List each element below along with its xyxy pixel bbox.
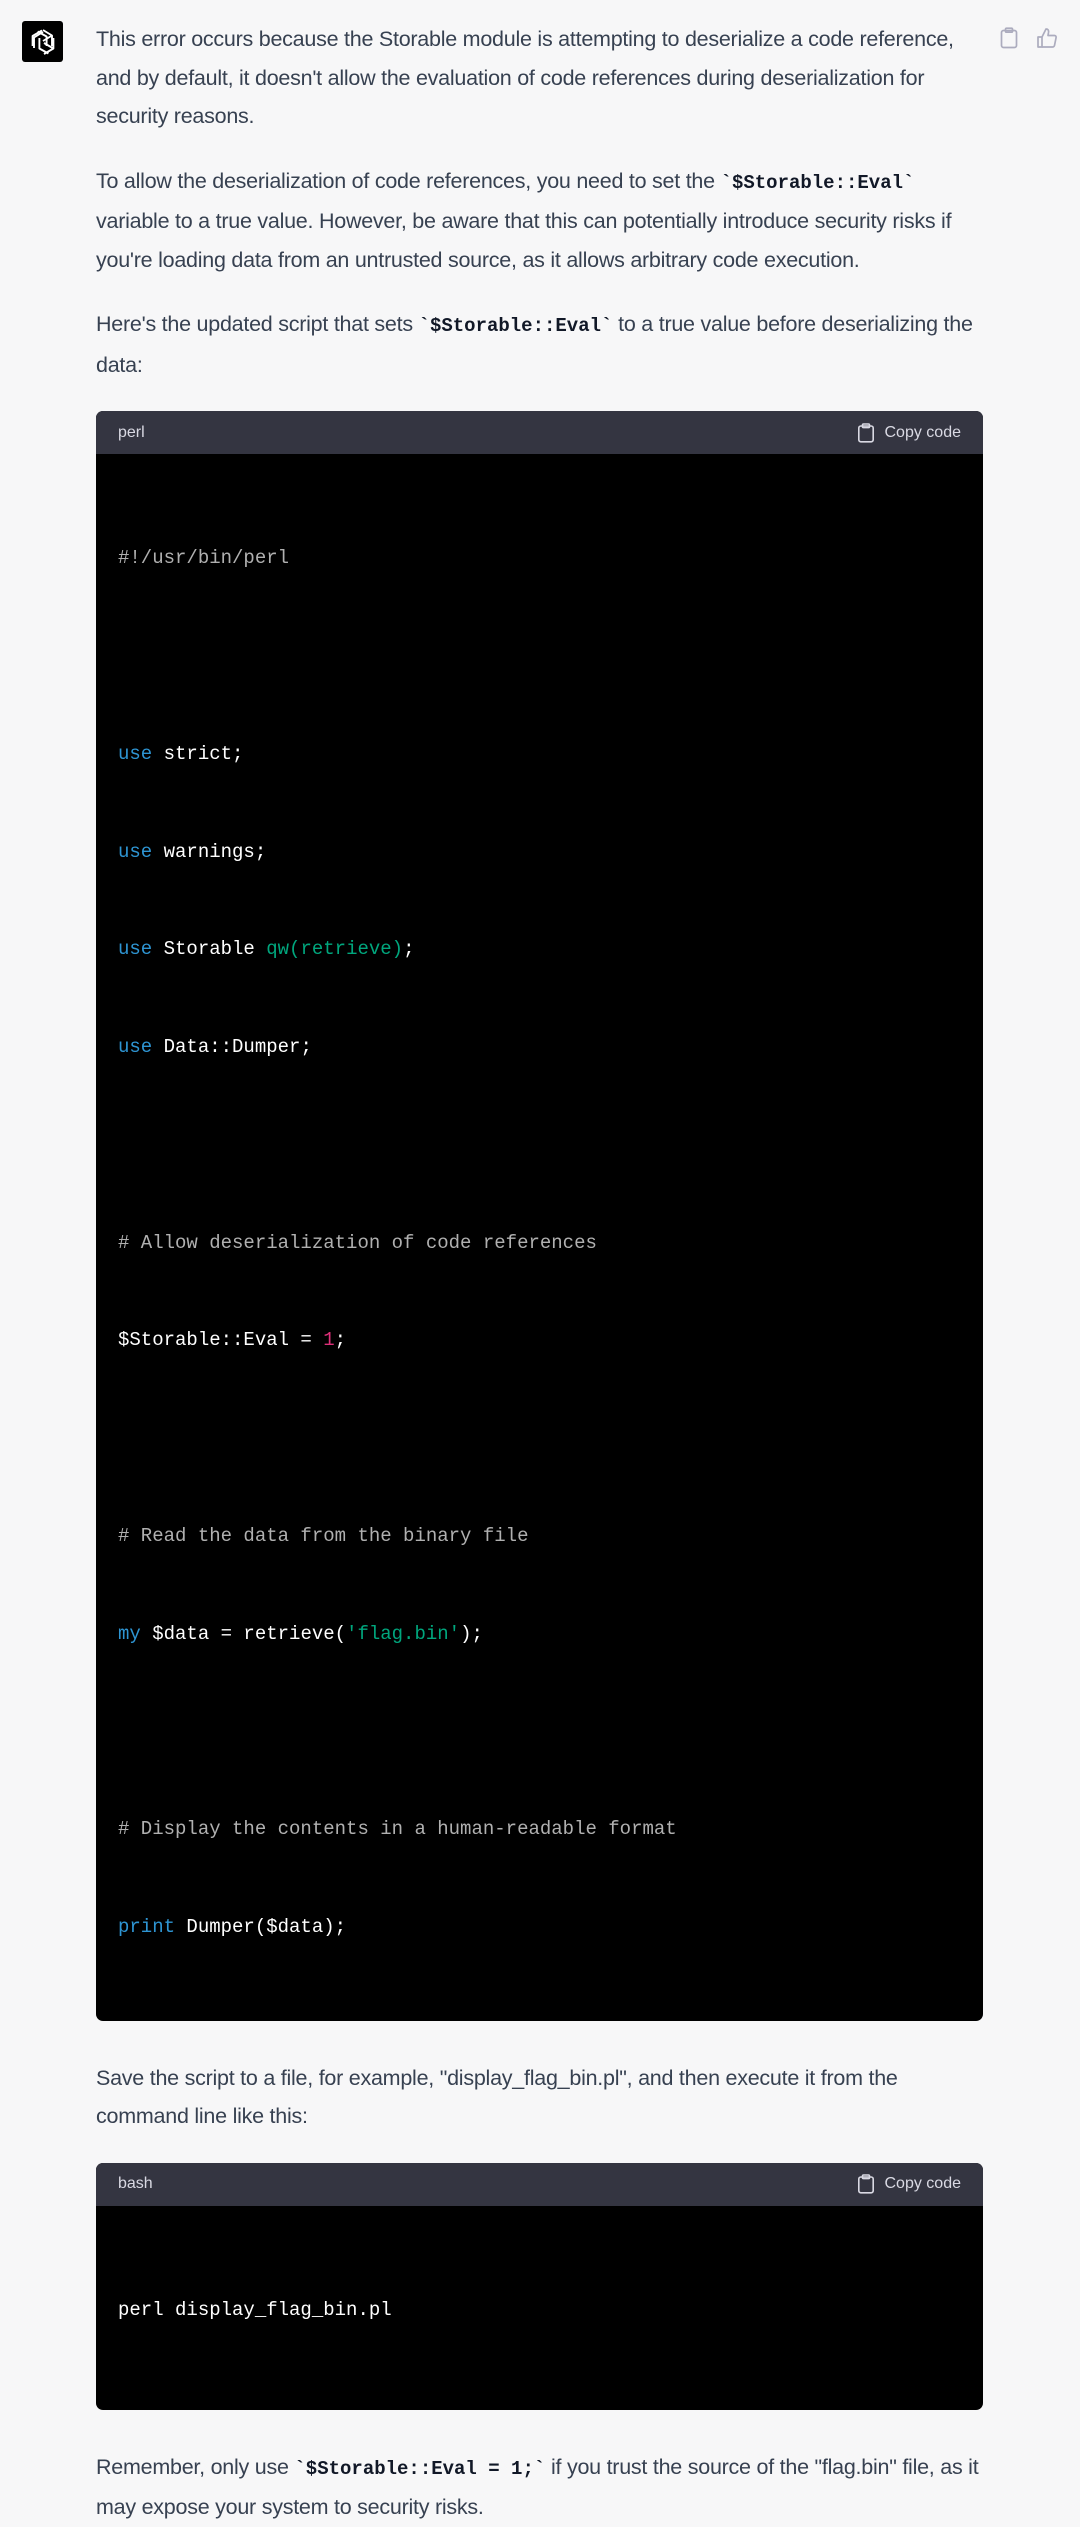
code-text: Storable bbox=[152, 938, 267, 961]
code-line-empty bbox=[118, 1129, 961, 1162]
message-actions bbox=[998, 26, 1058, 50]
code-content bbox=[96, 454, 983, 2021]
paragraph-3-text-b: to a true value before deserializing the data: bbox=[96, 312, 973, 377]
code-block-header bbox=[96, 2163, 983, 2206]
inline-code: `$Storable::Eval` bbox=[418, 315, 613, 337]
copy-code-button[interactable] bbox=[857, 423, 962, 443]
paragraph-2 bbox=[96, 162, 984, 280]
thumbs-up-icon[interactable] bbox=[1036, 26, 1058, 50]
code-content bbox=[96, 2206, 983, 2410]
clipboard-icon[interactable] bbox=[998, 26, 1020, 50]
code-line bbox=[118, 933, 961, 966]
paragraph-2-text-a: To allow the deserialization of code references, you need to set the bbox=[96, 168, 721, 193]
code-line bbox=[118, 1031, 961, 1064]
code-line bbox=[118, 2294, 961, 2327]
assistant-avatar bbox=[22, 21, 63, 62]
code-line-empty bbox=[118, 1422, 961, 1455]
code-language-label: bash bbox=[118, 2175, 153, 2193]
code-string: 'flag.bin' bbox=[346, 1622, 461, 1645]
code-line bbox=[118, 1618, 961, 1651]
code-keyword: use bbox=[118, 840, 153, 863]
copy-code-label: Copy code bbox=[884, 2175, 961, 2193]
code-keyword: use bbox=[118, 1036, 153, 1059]
code-text: warnings; bbox=[152, 840, 267, 863]
code-line bbox=[118, 1911, 961, 1944]
code-shebang: #!/usr/bin/perl bbox=[118, 547, 290, 570]
code-string: qw(retrieve) bbox=[266, 938, 404, 961]
inline-code: `$Storable::Eval` bbox=[720, 171, 915, 194]
clipboard-icon bbox=[857, 2174, 875, 2194]
paragraph-5 bbox=[96, 2448, 984, 2527]
code-block-bash bbox=[96, 2163, 983, 2410]
code-block-perl bbox=[96, 411, 983, 2021]
assistant-message bbox=[96, 20, 984, 2527]
code-block-header bbox=[96, 411, 983, 454]
code-text: $Storable::Eval = bbox=[118, 1329, 324, 1352]
code-line bbox=[118, 1227, 961, 1260]
code-text: Dumper($data); bbox=[175, 1916, 347, 1939]
code-line bbox=[118, 836, 961, 869]
code-line bbox=[118, 1813, 961, 1846]
code-text: $data = retrieve( bbox=[140, 1622, 347, 1645]
clipboard-icon bbox=[857, 423, 875, 443]
code-line-empty bbox=[118, 640, 961, 673]
openai-logo-icon bbox=[28, 27, 58, 57]
code-text: ); bbox=[460, 1622, 483, 1645]
code-text: strict; bbox=[152, 742, 244, 765]
code-comment: # Allow deserialization of code references bbox=[118, 1231, 597, 1254]
code-keyword: my bbox=[118, 1622, 141, 1645]
paragraph-3-text-a: Here's the updated script that sets bbox=[96, 312, 419, 336]
code-language-label: perl bbox=[118, 423, 145, 441]
code-line bbox=[118, 1324, 961, 1357]
paragraph-5-text-a: Remember, only use bbox=[96, 2454, 295, 2479]
code-keyword: use bbox=[118, 938, 153, 961]
code-line-empty bbox=[118, 1716, 961, 1749]
code-line bbox=[118, 1520, 961, 1553]
code-text: ; bbox=[403, 938, 415, 961]
code-comment: # Read the data from the binary file bbox=[118, 1525, 529, 1547]
code-keyword: print bbox=[118, 1916, 176, 1939]
paragraph-2-text-b: variable to a true value. However, be aware that this can potentially introduce security risks if you're loading data from an untrusted source, as it allows arbitrary code execution. bbox=[96, 209, 952, 272]
code-line bbox=[118, 738, 961, 771]
code-text: perl display_flag_bin.pl bbox=[118, 2299, 392, 2322]
paragraph-5-text-b: if you trust the source of the "flag.bin" file, as it may expose your system to security risks. bbox=[96, 2454, 979, 2520]
copy-code-button[interactable] bbox=[857, 2174, 962, 2194]
code-comment: # Display the contents in a human-readable format bbox=[118, 1818, 677, 1841]
paragraph-4: Save the script to a file, for example, "display_flag_bin.pl", and then execute it from the command line like this: bbox=[96, 2065, 898, 2129]
code-text: ; bbox=[334, 1329, 347, 1352]
code-number: 1 bbox=[323, 1329, 335, 1352]
copy-code-label: Copy code bbox=[884, 423, 961, 441]
paragraph-3 bbox=[96, 305, 984, 384]
code-text: Data::Dumper; bbox=[152, 1036, 312, 1059]
code-line bbox=[118, 542, 961, 575]
code-keyword: use bbox=[118, 742, 153, 765]
paragraph-1: This error occurs because the Storable module is attempting to deserialize a code reference, and by default, it doesn't allow the evaluation of code references during deserialization for security reasons. bbox=[96, 27, 954, 128]
inline-code: `$Storable::Eval = 1;` bbox=[294, 2457, 546, 2480]
